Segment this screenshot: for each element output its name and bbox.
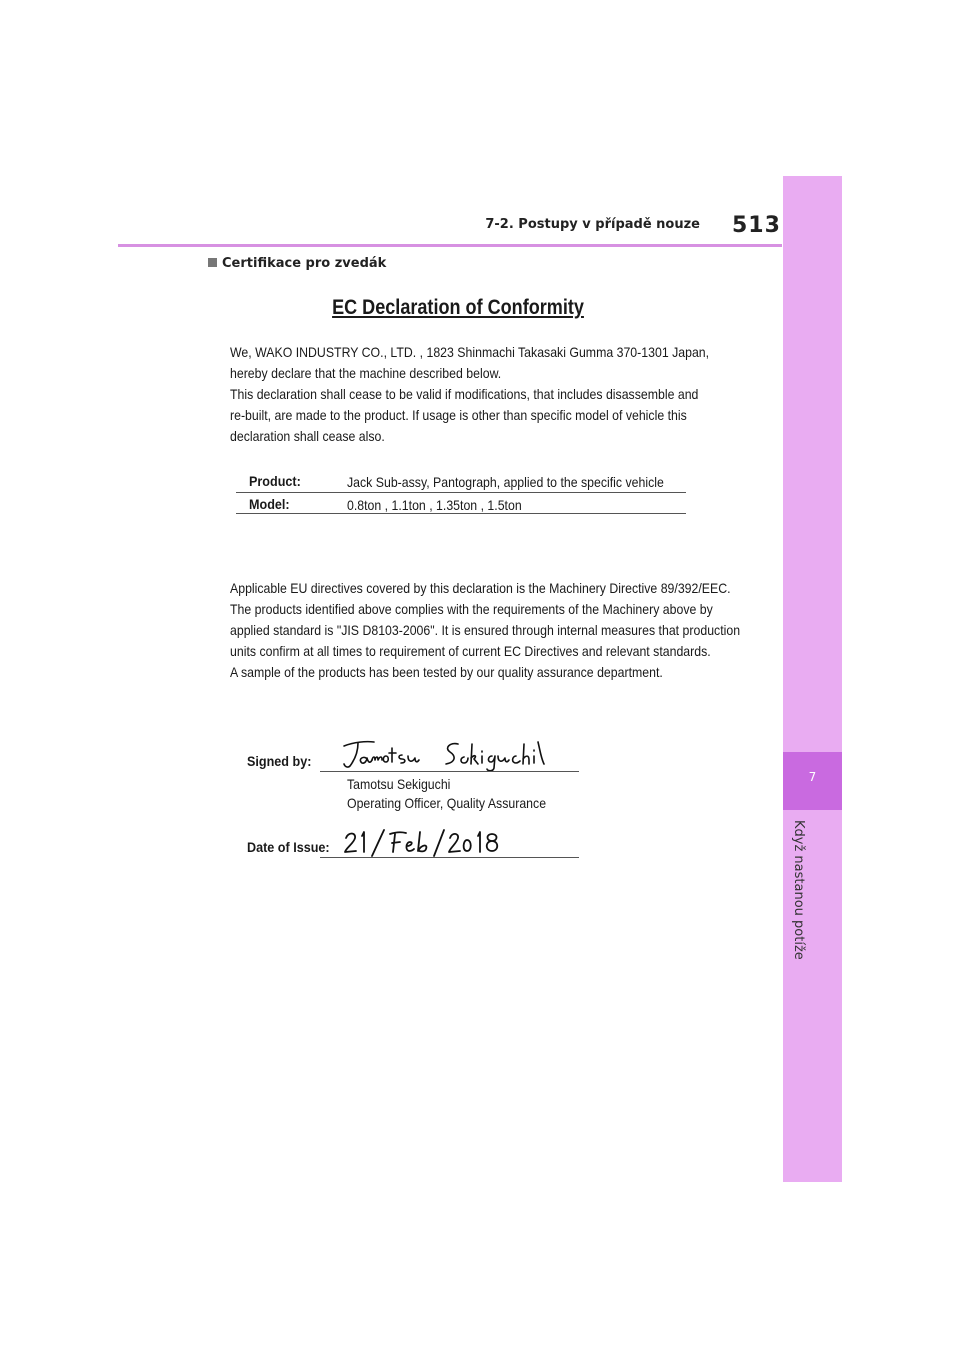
square-bullet-icon — [208, 258, 217, 267]
signed-by-label: Signed by: — [247, 753, 312, 769]
declaration-intro — [230, 342, 709, 447]
declaration-title: EC Declaration of Conformity — [332, 296, 584, 319]
intro-line: hereby declare that the machine described below. — [230, 365, 502, 381]
compliance-line: A sample of the products has been tested by our quality assurance department. — [230, 664, 663, 680]
signature-image — [340, 736, 550, 772]
product-label: Product: — [249, 473, 301, 489]
intro-line: declaration shall cease also. — [230, 428, 385, 444]
signer-name: Tamotsu Sekiguchi — [347, 776, 451, 792]
date-of-issue-label: Date of Issue: — [247, 839, 330, 855]
intro-line: This declaration shall cease to be valid if modifications, that includes disassemble and — [230, 386, 699, 402]
product-row-rule — [236, 492, 686, 493]
section-heading — [208, 256, 386, 271]
intro-line: We, WAKO INDUSTRY CO., LTD. , 1823 Shinmachi Takasaki Gumma 370-1301 Japan, — [230, 344, 710, 360]
section-heading-text: Certifikace pro zvedák — [222, 256, 387, 271]
side-tab-chapter-number: 7 — [808, 770, 817, 784]
handwritten-date-image — [340, 826, 510, 858]
side-tab-chapter-title: Když nastanou potíže — [791, 820, 806, 960]
compliance-line: applied standard is "JIS D8103-2006". It is ensured through internal measures that production — [230, 622, 741, 638]
declaration-compliance — [230, 578, 740, 683]
compliance-line: Applicable EU directives covered by this declaration is the Machinery Directive 89/392/EEC. — [230, 580, 731, 596]
signer-title: Operating Officer, Quality Assurance — [347, 795, 547, 811]
page-number: 513 — [732, 213, 781, 238]
date-rule — [320, 857, 579, 858]
model-row-rule — [236, 513, 686, 514]
compliance-line: units confirm at all times to requirement of current EC Directives and relevant standards. — [230, 643, 711, 659]
model-label: Model: — [249, 496, 290, 512]
compliance-line: The products identified above complies with the requirements of the Machinery above by — [230, 601, 713, 617]
product-value: Jack Sub-assy, Pantograph, applied to the specific vehicle — [347, 474, 664, 490]
header-rule — [118, 244, 782, 247]
model-value: 0.8ton , 1.1ton , 1.35ton , 1.5ton — [347, 497, 522, 513]
intro-line: re-built, are made to the product. If usage is other than specific model of vehicle this — [230, 407, 687, 423]
header-section-title: 7-2. Postupy v případě nouze — [485, 217, 700, 232]
side-tab-strip — [783, 176, 842, 1182]
signature-rule — [320, 771, 579, 772]
